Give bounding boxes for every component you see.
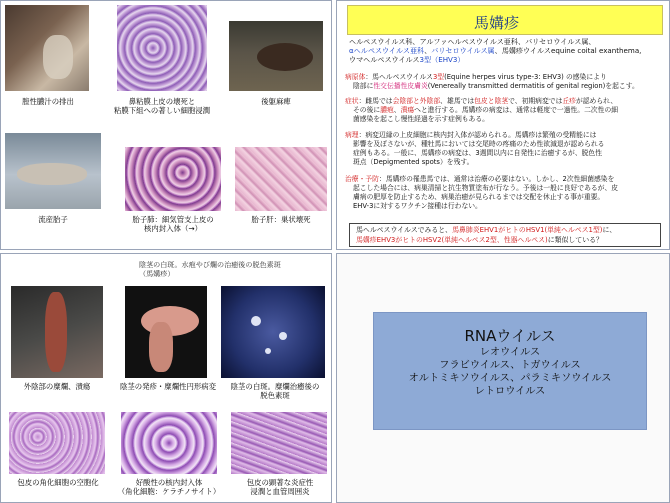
section-pathology: 病理：病変辺縁の上皮細胞に核内封入体が認められる。馬媾疹は繁殖の受精能には 影響を及ぼさないが、種牡馬においては交尾時の疼痛のため性欲減退が認められる 症例もある。一般に、馬媾疹の病変は、3週間以内に自発性に治癒するが、脱色性 斑点（Depigmented spots）を残す。 (345, 131, 605, 167)
photo-fetal-lung (125, 147, 221, 211)
photo-vulva-ulcer (11, 286, 103, 378)
slide-ehv1-lesions (0, 0, 332, 250)
caption-nasal-discharge: 膣性膿汁の排出 (22, 97, 74, 106)
caption-vulva-ulcer: 外陰部の糜爛、潰瘍 (23, 382, 91, 391)
taxonomy-line-3: ウマヘルペスウイルス3型（EHV3） (349, 55, 465, 65)
taxonomy-line-2: αヘルペスウイルス亜科、バリセロウイルス属、馬媾疹ウイルスequine coital exanthema, (349, 46, 642, 56)
title-banner (347, 5, 663, 35)
caption-keratinocyte-vacuolation: 包皮の角化細胞の空胞化 (17, 478, 99, 487)
caption-perivascular-2: 浸潤と血管周囲炎 (250, 487, 310, 496)
caption-hind-paralysis: 後躯麻痺 (261, 97, 291, 106)
section-treatment: 治療・予防：馬媾疹の罹患馬では、通常は治療の必要はない。しかし、2次性細菌感染を 起こした場合には、病巣清掃と抗生物質塗布が行なう。予後は一般に良好であるが、皮 膚病の肥厚を防止するため、病巣治癒が見られるまでは交配を休止する事が重要。 EHV-3に対するワクチン接種は行わない。 (345, 175, 619, 211)
photo-aborted-fetus (5, 133, 101, 209)
photo-penile-lesion (125, 286, 207, 378)
rna-title: RNAウイルス (464, 327, 556, 345)
photo-perivascular-inflammation (231, 412, 327, 474)
rna-item: フラビウイルス、トガウイルス (439, 360, 581, 371)
caption-depigmented-spots-2: 脱色素斑 (260, 391, 290, 400)
slide-equine-coital-exanthema (336, 0, 670, 250)
comparison-line-2: 馬媾疹EHV3がヒトのHSV2(単純ヘルペス2型、性器ヘルペス)に類似している？ (356, 235, 603, 244)
rna-virus-box (373, 312, 647, 430)
photo-depigmented-spots (221, 286, 325, 378)
taxonomy-text (349, 37, 661, 65)
caption-nasal-histology-1: 鼻粘膜上皮の壊死と (128, 97, 196, 106)
photo-nasal-histology (117, 5, 207, 91)
caption-aborted-fetus: 流産胎子 (38, 215, 68, 224)
caption-inclusion-bodies-1: 好酸性の核内封入体 (135, 478, 203, 487)
photo-nasal-discharge (5, 5, 89, 91)
rna-item: レオウイルス (479, 347, 541, 358)
caption-fetal-liver: 胎子肝：巣状壊死 (251, 215, 311, 224)
section-symptoms: 症状：雌馬では会陰部と外陰部、雄馬では包皮と陰茎で、初期病変では丘疹が認められ、 その後に膿疱、潰瘍へと進行する。馬媾疹の病変は、通常は軽度で一過性。二次性の細 菌感染を起こし慢性経過を示す症例もある。 (345, 97, 619, 124)
slide-header: 陰茎の白斑。水疱やび爛の治癒後の脱色素斑 （馬媾疹） (139, 260, 281, 278)
caption-depigmented-spots-1: 陰茎の白斑。糜爛治癒後の (230, 382, 320, 391)
rna-item: オルトミキソウイルス、パラミキソウイルス (408, 373, 612, 384)
caption-fetal-lung-1: 胎子肺：細気管支上皮の (132, 215, 214, 224)
caption-fetal-lung-2: 核内封入体（→） (144, 224, 202, 233)
section-label-pathogen: 病原体 (345, 73, 366, 81)
photo-inclusion-bodies (121, 412, 217, 474)
section-pathogen: 病原体：馬ヘルペスウイルス3型(Equine herpes virus type-3: EHV3) の感染により 陰部に性交伝播性皮膚炎(Venereally transmitted dermatitis of genital region)を起こす。 (345, 73, 639, 91)
section-label-symptoms: 症状 (345, 97, 359, 105)
caption-inclusion-bodies-2: （角化細胞：ケラチノサイト） (117, 487, 221, 496)
section-label-pathology: 病理 (345, 131, 359, 139)
comparison-box (349, 223, 661, 247)
photo-keratinocyte-vacuolation (9, 412, 105, 474)
caption-perivascular-1: 包皮の顕著な炎症性 (246, 478, 314, 487)
caption-penile-lesion: 陰茎の発疹・糜爛性円形病変 (119, 382, 217, 391)
rna-item: レトロウイルス (474, 386, 546, 397)
photo-hind-paralysis (229, 21, 323, 91)
slide-title: 馬媾疹 (474, 14, 520, 32)
caption-nasal-histology-2: 粘膜下組への著しい細胞浸潤 (113, 106, 211, 115)
comparison-line-1: 馬ヘルペスウイルスでみると、馬鼻肺炎EHV1がヒトのHSV1(単純ヘルペス1型)に、 (356, 226, 617, 234)
taxonomy-line-1: ヘルペスウイルス科、アルファヘルペスウイルス亜科、バリセロウイルス属、 (349, 37, 596, 46)
slide-ehv3-lesions (0, 253, 332, 503)
slide-rna-viruses (336, 253, 670, 503)
section-label-treatment: 治療・予防 (345, 175, 379, 183)
photo-fetal-liver (235, 147, 327, 211)
